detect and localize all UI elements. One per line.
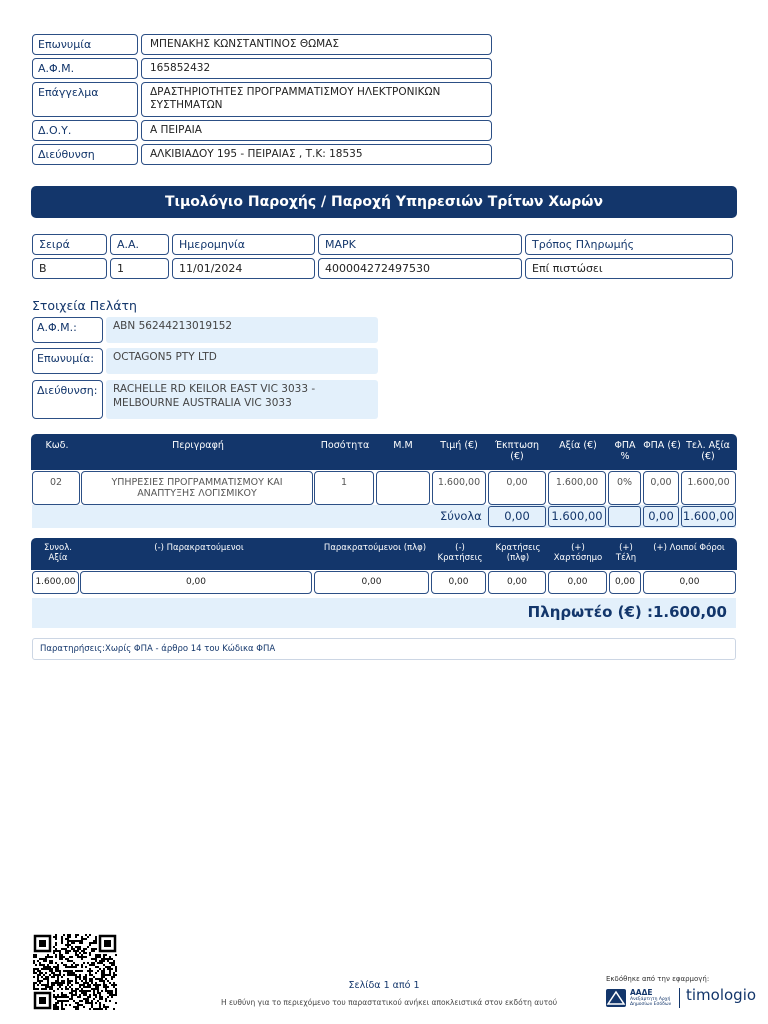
col-description: Περιγραφή (172, 440, 224, 451)
lines-table-header (31, 434, 737, 470)
customer-address-row (32, 380, 378, 419)
cell-withheld: 0,00 (80, 571, 312, 594)
timologio-logo: timologio (686, 986, 757, 1004)
header-date: Ημερομηνία (172, 234, 315, 255)
col-fees: (+) Τέλη (615, 543, 637, 563)
col-other-taxes: (+) Λοιποί Φόροι (653, 543, 725, 553)
col-withheld: (-) Παρακρατούμενοι (154, 543, 244, 553)
col-unit: Μ.Μ (393, 440, 413, 451)
cell-deductions-info: 0,00 (488, 571, 546, 594)
col-vat-amount: ΦΠΑ (€) (643, 440, 681, 451)
col-deductions: (-) Κρατήσεις (437, 543, 483, 563)
col-value: Αξία (€) (559, 440, 597, 451)
withholdings-row (32, 571, 736, 594)
cell-total: 1.600,00 (681, 471, 736, 505)
disclaimer: Η ευθύνη για το περιεχόμενο του παραστατικού ανήκει αποκλειστικά στον εκδότη αυτού (220, 998, 558, 1007)
aade-logo (606, 987, 676, 1009)
header-number: Α.Α. (110, 234, 169, 255)
issuer-profession-value: ΔΡΑΣΤΗΡΙΟΤΗΤΕΣ ΠΡΟΓΡΑΜΜΑΤΙΣΜΟΥ ΗΛΕΚΤΡΟΝΙΚΩΝ ΣΥΣΤΗΜΑΤΩΝ (141, 82, 492, 116)
cell-stamp: 0,00 (548, 571, 607, 594)
issuer-block (32, 34, 492, 168)
document-title: Τιμολόγιο Παροχής / Παροχή Υπηρεσιών Τρίτων Χωρών (31, 186, 737, 218)
totals-label: Σύνολα (440, 509, 482, 523)
cell-withheld-info: 0,00 (314, 571, 429, 594)
issuer-afm-row (32, 58, 492, 79)
aade-mark-icon (606, 989, 626, 1007)
cell-value: 1.600,00 (548, 471, 606, 505)
value-mark: 400004272497530 (318, 258, 522, 279)
cell-total-value: 1.600,00 (32, 571, 79, 594)
document-info-values (32, 258, 736, 279)
totals-discount: 0,00 (488, 506, 546, 527)
issuer-address-value: ΑΛΚΙΒΙΑΔΟΥ 195 - ΠΕΙΡΑΙΑΣ , Τ.Κ: 18535 (141, 144, 492, 165)
cell-unit (376, 471, 430, 505)
issuer-name-value: ΜΠΕΝΑΚΗΣ ΚΩΝΣΤΑΝΤΙΝΟΣ ΘΩΜΑΣ (141, 34, 492, 55)
issuer-address-label: Διεύθυνση (32, 144, 138, 165)
col-stamp: (+) Χαρτόσημο (553, 543, 603, 563)
page-number: Σελίδα 1 από 1 (348, 980, 420, 991)
issuer-doy-row (32, 120, 492, 141)
customer-afm-value: ABN 56244213019152 (106, 317, 378, 343)
header-series: Σειρά (32, 234, 107, 255)
aade-subtitle: Ανεξάρτητη Αρχή Δημοσίων Εσόδων (630, 997, 672, 1007)
logo-divider (679, 988, 680, 1008)
withholdings-header (31, 538, 737, 570)
table-row (32, 471, 736, 505)
col-withheld-info: Παρακρατούμενοι (πλφ) (323, 543, 427, 553)
totals-vat-amount: 0,00 (643, 506, 679, 527)
cell-discount: 0,00 (488, 471, 546, 505)
aade-name: ΑΑΔΕ (630, 988, 653, 997)
col-discount: Έκπτωση (€) (494, 440, 540, 463)
totals-vat-percent-empty (608, 506, 641, 527)
col-total: Τελ. Αξία (€) (686, 440, 730, 463)
cell-price: 1.600,00 (432, 471, 486, 505)
payable-amount: Πληρωτέο (€) :1.600,00 (32, 598, 736, 628)
issuer-doy-value: Α ΠΕΙΡΑΙΑ (141, 120, 492, 141)
issuer-name-row (32, 34, 492, 55)
issuer-profession-label: Επάγγελμα (32, 82, 138, 116)
col-code: Κωδ. (45, 440, 69, 451)
customer-name-label: Επωνυμία: (32, 348, 103, 374)
customer-name-value: OCTAGON5 PTY LTD (106, 348, 378, 374)
value-series: Β (32, 258, 107, 279)
issuer-name-label: Επωνυμία (32, 34, 138, 55)
col-price: Τιμή (€) (440, 440, 478, 451)
issuer-doy-label: Δ.Ο.Υ. (32, 120, 138, 141)
cell-vat-percent: 0% (608, 471, 641, 505)
col-deductions-info: Κρατήσεις (πλφ) (495, 543, 541, 563)
cell-quantity: 1 (314, 471, 374, 505)
totals-row (32, 505, 736, 528)
cell-fees: 0,00 (609, 571, 641, 594)
value-number: 1 (110, 258, 169, 279)
col-total-value: Συνολ. Αξία (44, 543, 72, 563)
header-mark: ΜΑΡΚ (318, 234, 522, 255)
cell-deductions: 0,00 (431, 571, 486, 594)
issuer-profession-row (32, 82, 492, 116)
customer-afm-row (32, 317, 378, 343)
value-payment-method: Επί πιστώσει (525, 258, 733, 279)
customer-address-value: RACHELLE RD KEILOR EAST VIC 3033 - MELBOURNE AUSTRALIA VIC 3033 (106, 380, 378, 419)
cell-vat-amount: 0,00 (643, 471, 679, 505)
customer-section-title: Στοιχεία Πελάτη (32, 298, 137, 313)
totals-total: 1.600,00 (681, 506, 736, 527)
cell-other-taxes: 0,00 (643, 571, 736, 594)
col-vat-percent: ΦΠΑ % (614, 440, 636, 463)
customer-afm-label: Α.Φ.Μ.: (32, 317, 103, 343)
issued-by-label: Εκδόθηκε από την εφαρμογή: (606, 975, 710, 983)
issuer-afm-label: Α.Φ.Μ. (32, 58, 138, 79)
document-info-header (32, 234, 736, 255)
document-info-table (32, 234, 736, 282)
totals-value: 1.600,00 (548, 506, 606, 527)
header-payment-method: Τρόπος Πληρωμής (525, 234, 733, 255)
cell-description: ΥΠΗΡΕΣΙΕΣ ΠΡΟΓΡΑΜΜΑΤΙΣΜΟΥ ΚΑΙ ΑΝΑΠΤΥΞΗΣ ΛΟΓΙΣΜΙΚΟΥ (81, 471, 313, 505)
issuer-address-row (32, 144, 492, 165)
customer-name-row (32, 348, 378, 374)
customer-address-label: Διεύθυνση: (32, 380, 103, 419)
notes: Παρατηρήσεις:Χωρίς ΦΠΑ - άρθρο 14 του Κώδικα ΦΠΑ (32, 638, 736, 660)
issuer-afm-value: 165852432 (141, 58, 492, 79)
col-quantity: Ποσότητα (320, 440, 370, 451)
value-date: 11/01/2024 (172, 258, 315, 279)
cell-code: 02 (32, 471, 80, 505)
